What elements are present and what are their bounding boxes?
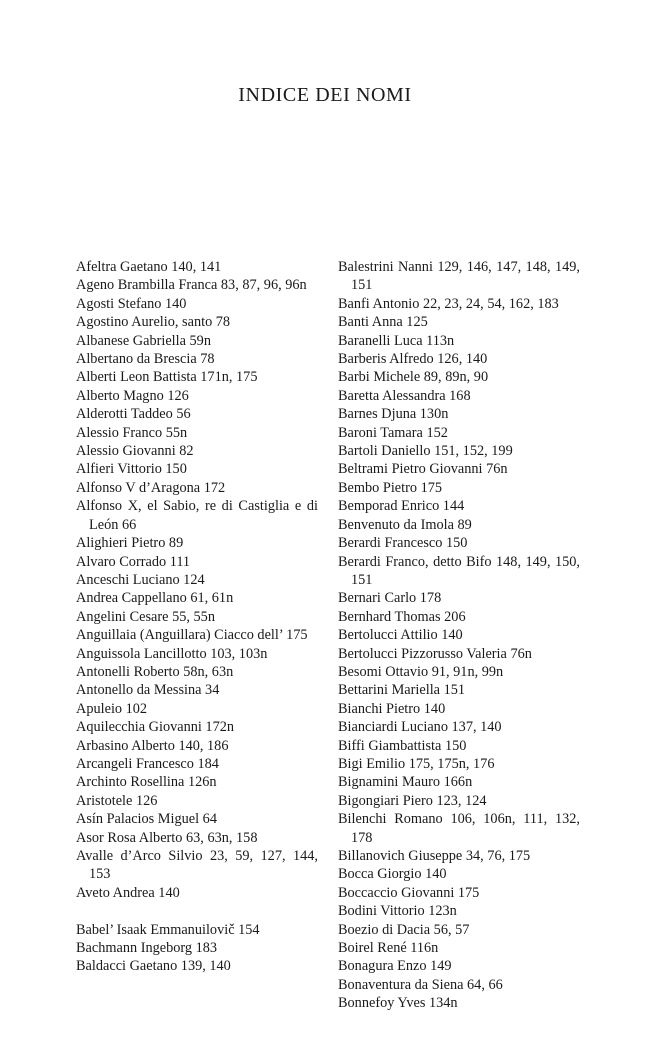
index-entry: Alessio Giovanni 82 xyxy=(76,443,194,460)
index-entry: Albertano da Brescia 78 xyxy=(76,351,215,368)
index-entry: Bertolucci Attilio 140 xyxy=(338,627,463,644)
index-entry: Baretta Alessandra 168 xyxy=(338,387,471,404)
index-entry: Bodini Vittorio 123n xyxy=(338,903,457,920)
index-entry: Alfieri Vittorio 150 xyxy=(76,461,187,478)
index-entry: Anguissola Lancillotto 103, 103n xyxy=(76,645,268,662)
index-entry: Barberis Alfredo 126, 140 xyxy=(338,351,488,368)
index-column-right xyxy=(338,258,580,1013)
index-entry: Baldacci Gaetano 139, 140 xyxy=(76,958,231,975)
index-entry: Bigongiari Piero 123, 124 xyxy=(338,792,487,809)
index-entry: Archinto Rosellina 126n xyxy=(76,774,217,791)
index-entry: Babel’ Isaak Emmanuilovič 154 xyxy=(76,921,260,938)
page-title: INDICE DEI NOMI xyxy=(238,84,412,106)
index-entry: Baroni Tamara 152 xyxy=(338,424,448,441)
index-entry: Asor Rosa Alberto 63, 63n, 158 xyxy=(76,829,258,846)
index-entry: Aristotele 126 xyxy=(76,792,158,809)
index-entry: Banfi Antonio 22, 23, 24, 54, 162, 183 xyxy=(338,295,559,312)
index-entry: Arbasino Alberto 140, 186 xyxy=(76,737,229,754)
index-entry: Alderotti Taddeo 56 xyxy=(76,406,191,423)
index-entry: Aveto Andrea 140 xyxy=(76,884,180,901)
index-entry: Alfonso V d’Aragona 172 xyxy=(76,479,226,496)
index-entry: Bertolucci Pizzorusso Valeria 76n xyxy=(338,645,532,662)
index-entry: Bartoli Daniello 151, 152, 199 xyxy=(338,443,513,460)
index-entry: Albanese Gabriella 59n xyxy=(76,332,211,349)
index-entry: Billanovich Giuseppe 34, 76, 175 xyxy=(338,848,531,864)
index-entry: Besomi Ottavio 91, 91n, 99n xyxy=(338,663,504,680)
index-entry: Bonagura Enzo 149 xyxy=(338,958,452,975)
index-entry: Alberto Magno 126 xyxy=(76,387,189,404)
index-entry: Bonnefoy Yves 134n xyxy=(338,995,458,1012)
index-entry: Berardi Francesco 150 xyxy=(338,535,468,552)
index-entry: Ageno Brambilla Franca 83, 87, 96, 96n xyxy=(76,277,307,294)
index-entry: Anguillaia (Anguillara) Ciacco dell’ 175 xyxy=(76,627,308,644)
index-entry: Bignamini Mauro 166n xyxy=(338,774,473,791)
index-entry: Bocca Giorgio 140 xyxy=(338,866,447,883)
index-column-left xyxy=(76,258,318,976)
index-entry: Arcangeli Francesco 184 xyxy=(76,755,219,772)
index-entry: Bianchi Pietro 140 xyxy=(338,700,446,717)
index-entry: Boezio di Dacia 56, 57 xyxy=(338,921,470,938)
index-entry: Boccaccio Giovanni 175 xyxy=(338,884,480,901)
index-entry: Barbi Michele 89, 89n, 90 xyxy=(338,369,489,386)
index-entry: Alessio Franco 55n xyxy=(76,424,188,441)
index-entry: Bembo Pietro 175 xyxy=(338,479,443,496)
index-entry: Boirel René 116n xyxy=(338,940,439,957)
index-entry: Bemporad Enrico 144 xyxy=(338,498,465,515)
index-entry: Andrea Cappellano 61, 61n xyxy=(76,590,234,607)
index-entry: Bianciardi Luciano 137, 140 xyxy=(338,719,502,736)
index-entry: Balestrini Nanni 129, 146, 147, 148, 149, 151 xyxy=(338,259,580,294)
index-entry: Bilenchi Romano 106, 106n, 111, 132, 178 xyxy=(338,811,580,846)
index-entry: Alvaro Corrado 111 xyxy=(76,553,191,570)
index-entry: Asín Palacios Miguel 64 xyxy=(76,811,217,828)
index-entry: Alfonso X, el Sabio, re di Castiglia e di León 66 xyxy=(76,498,318,533)
index-entry: Anceschi Luciano 124 xyxy=(76,571,205,588)
index-entry: Alberti Leon Battista 171n, 175 xyxy=(76,369,258,386)
index-entry: Antonelli Roberto 58n, 63n xyxy=(76,663,234,680)
index-entry: Alighieri Pietro 89 xyxy=(76,535,184,552)
index-entry: Benvenuto da Imola 89 xyxy=(338,516,472,533)
index-entry: Aquilecchia Giovanni 172n xyxy=(76,719,235,736)
index-entry: Bachmann Ingeborg 183 xyxy=(76,940,218,957)
index-entry: Angelini Cesare 55, 55n xyxy=(76,608,215,625)
index-entry: Baranelli Luca 113n xyxy=(338,332,455,349)
index-entry: Bernhard Thomas 206 xyxy=(338,608,466,625)
index-entry: Barnes Djuna 130n xyxy=(338,406,449,423)
index-entry: Agostino Aurelio, santo 78 xyxy=(76,314,231,331)
index-entry: Afeltra Gaetano 140, 141 xyxy=(76,259,222,275)
index-entry: Bonaventura da Siena 64, 66 xyxy=(338,976,503,993)
index-entry: Banti Anna 125 xyxy=(338,314,428,331)
index-entry: Antonello da Messina 34 xyxy=(76,682,220,699)
index-entry: Bernari Carlo 178 xyxy=(338,590,442,607)
index-entry: Biffi Giambattista 150 xyxy=(338,737,467,754)
index-entry: Bettarini Mariella 151 xyxy=(338,682,466,699)
index-entry: Agosti Stefano 140 xyxy=(76,295,187,312)
index-entry: Beltrami Pietro Giovanni 76n xyxy=(338,461,508,478)
index-entry: Bigi Emilio 175, 175n, 176 xyxy=(338,755,495,772)
index-entry: Berardi Franco, detto Bifo 148, 149, 150, 151 xyxy=(338,553,580,588)
index-entry: Apuleio 102 xyxy=(76,700,148,717)
index-entry: Avalle d’Arco Silvio 23, 59, 127, 144, 153 xyxy=(76,848,318,883)
